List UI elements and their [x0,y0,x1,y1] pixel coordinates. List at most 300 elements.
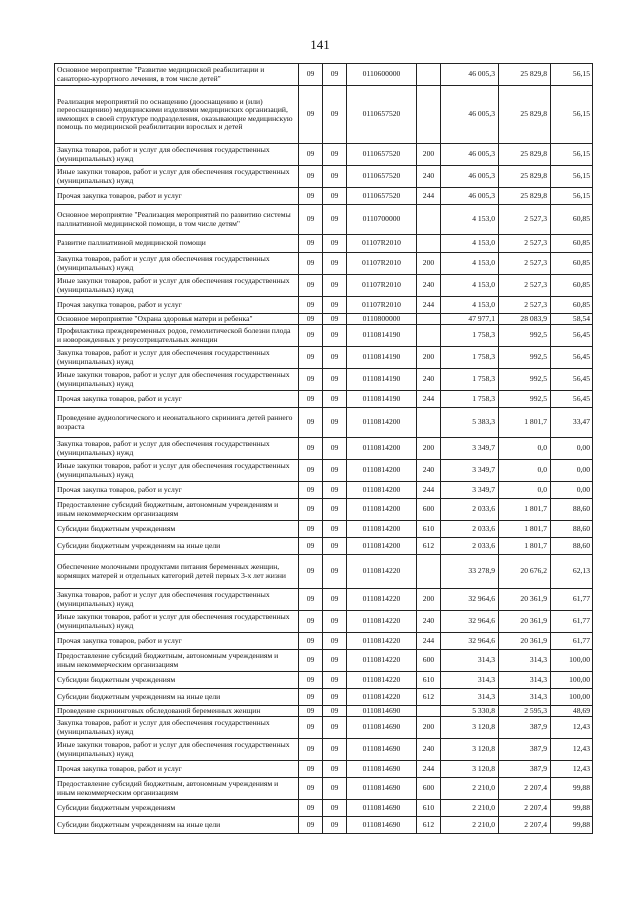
row-pr: 09 [323,555,347,589]
row-vr: 200 [417,347,441,369]
table-row [55,672,593,689]
row-percent: 56,15 [551,144,593,166]
row-vr [417,555,441,589]
row-percent: 99,88 [551,817,593,834]
row-pr: 09 [323,589,347,611]
row-percent: 88,60 [551,521,593,538]
row-percent: 56,45 [551,325,593,347]
row-plan: 3 120,8 [441,717,499,739]
row-vr: 612 [417,817,441,834]
row-plan: 2 033,6 [441,538,499,555]
table-row [55,739,593,761]
row-percent: 12,43 [551,717,593,739]
row-rz: 09 [299,633,323,650]
row-plan: 2 033,6 [441,499,499,521]
row-name: Субсидии бюджетным учреждениям на иные цели [55,689,299,706]
row-percent: 100,00 [551,672,593,689]
row-plan: 314,3 [441,689,499,706]
row-name: Обеспечение молочными продуктами питания беременных женщин, кормящих матерей и отдельных категорий детей первых 3-х лет жизни [55,555,299,589]
row-plan: 46 005,3 [441,166,499,188]
row-name: Закупка товаров, работ и услуг для обеспечения государственных (муниципальных) нужд [55,253,299,275]
row-percent: 99,88 [551,800,593,817]
row-rz: 09 [299,778,323,800]
row-plan: 3 349,7 [441,438,499,460]
row-csr: 0110814200 [347,499,417,521]
row-pr: 09 [323,391,347,408]
row-pr: 09 [323,499,347,521]
table-row [55,438,593,460]
row-rz: 09 [299,717,323,739]
row-percent: 88,60 [551,499,593,521]
row-csr: 0110814690 [347,717,417,739]
row-percent: 12,43 [551,739,593,761]
row-pr: 09 [323,235,347,253]
row-percent: 61,77 [551,589,593,611]
row-percent: 61,77 [551,611,593,633]
row-csr: 0110814200 [347,482,417,499]
row-rz: 09 [299,369,323,391]
row-plan: 4 153,0 [441,235,499,253]
row-csr: 0110814690 [347,761,417,778]
row-plan: 314,3 [441,672,499,689]
row-pr: 09 [323,672,347,689]
row-rz: 09 [299,800,323,817]
table-row [55,408,593,438]
table-body [55,64,593,834]
row-pr: 09 [323,633,347,650]
row-name: Прочая закупка товаров, работ и услуг [55,297,299,314]
row-name: Предоставление субсидий бюджетным, автономным учреждениям и иным некоммерческим организациям [55,778,299,800]
row-percent: 56,45 [551,369,593,391]
row-percent: 99,88 [551,778,593,800]
row-name: Проведение скрининговых обследований беременных женщин [55,706,299,717]
row-vr [417,706,441,717]
row-plan: 4 153,0 [441,297,499,314]
row-name: Иные закупки товаров, работ и услуг для обеспечения государственных (муниципальных) нужд [55,166,299,188]
table-row [55,235,593,253]
row-name: Профилактика преждевременных родов, гемолитической болезни плода и новорожденных у резусотрицательных женщин [55,325,299,347]
row-rz: 09 [299,460,323,482]
row-vr [417,314,441,325]
row-vr: 610 [417,800,441,817]
row-percent: 60,85 [551,297,593,314]
row-percent: 60,85 [551,253,593,275]
row-vr: 600 [417,499,441,521]
row-exec: 25 829,8 [499,64,551,86]
row-csr: 0110657520 [347,144,417,166]
row-csr: 0110814200 [347,521,417,538]
row-csr: 0110814220 [347,650,417,672]
row-vr [417,325,441,347]
table-row [55,538,593,555]
row-vr: 600 [417,650,441,672]
row-exec: 25 829,8 [499,144,551,166]
row-vr: 244 [417,633,441,650]
row-plan: 5 383,3 [441,408,499,438]
row-exec: 28 083,9 [499,314,551,325]
row-plan: 1 758,3 [441,369,499,391]
row-plan: 47 977,1 [441,314,499,325]
row-name: Иные закупки товаров, работ и услуг для обеспечения государственных (муниципальных) нужд [55,611,299,633]
row-name: Основное мероприятие "Реализация мероприятий по развитию системы паллиативной медицинской помощи, в том числе детям" [55,205,299,235]
row-exec: 2 527,3 [499,297,551,314]
row-pr: 09 [323,438,347,460]
row-csr: 0110814220 [347,589,417,611]
row-percent: 56,15 [551,166,593,188]
table-row [55,369,593,391]
table-row [55,314,593,325]
table-row [55,706,593,717]
row-exec: 2 595,3 [499,706,551,717]
row-pr: 09 [323,650,347,672]
row-pr: 09 [323,275,347,297]
row-name: Прочая закупка товаров, работ и услуг [55,188,299,205]
row-plan: 3 120,8 [441,739,499,761]
row-vr: 240 [417,275,441,297]
row-plan: 4 153,0 [441,253,499,275]
row-percent: 100,00 [551,650,593,672]
row-plan: 5 330,8 [441,706,499,717]
row-rz: 09 [299,408,323,438]
row-vr: 600 [417,778,441,800]
row-rz: 09 [299,538,323,555]
table-row [55,347,593,369]
row-rz: 09 [299,325,323,347]
row-rz: 09 [299,521,323,538]
row-csr: 0110814690 [347,817,417,834]
row-exec: 992,5 [499,325,551,347]
row-percent: 88,60 [551,538,593,555]
row-percent: 56,45 [551,347,593,369]
row-vr: 200 [417,253,441,275]
row-vr: 244 [417,188,441,205]
row-vr: 610 [417,521,441,538]
row-exec: 2 207,4 [499,778,551,800]
table-row [55,499,593,521]
row-plan: 2 210,0 [441,800,499,817]
row-pr: 09 [323,205,347,235]
row-csr: 0110814200 [347,408,417,438]
row-pr: 09 [323,86,347,144]
row-percent: 56,45 [551,391,593,408]
row-csr: 0110814220 [347,633,417,650]
row-exec: 20 676,2 [499,555,551,589]
row-vr: 244 [417,482,441,499]
row-rz: 09 [299,188,323,205]
row-name: Субсидии бюджетным учреждениям на иные цели [55,538,299,555]
row-plan: 46 005,3 [441,86,499,144]
row-vr: 200 [417,438,441,460]
row-exec: 0,0 [499,482,551,499]
row-name: Предоставление субсидий бюджетным, автономным учреждениям и иным некоммерческим организациям [55,650,299,672]
row-exec: 25 829,8 [499,86,551,144]
row-plan: 3 349,7 [441,460,499,482]
row-name: Закупка товаров, работ и услуг для обеспечения государственных (муниципальных) нужд [55,438,299,460]
table-row [55,611,593,633]
row-pr: 09 [323,144,347,166]
row-csr: 0110657520 [347,188,417,205]
row-csr: 0110814200 [347,538,417,555]
row-rz: 09 [299,555,323,589]
row-percent: 60,85 [551,235,593,253]
row-name: Основное мероприятие "Охрана здоровья матери и ребенка" [55,314,299,325]
table-row [55,589,593,611]
row-exec: 20 361,9 [499,633,551,650]
row-rz: 09 [299,235,323,253]
table-row [55,166,593,188]
table-row [55,817,593,834]
row-percent: 58,54 [551,314,593,325]
row-exec: 992,5 [499,347,551,369]
row-percent: 60,85 [551,205,593,235]
row-exec: 992,5 [499,369,551,391]
row-rz: 09 [299,817,323,834]
row-vr: 200 [417,717,441,739]
row-vr: 610 [417,672,441,689]
row-plan: 32 964,6 [441,633,499,650]
row-pr: 09 [323,408,347,438]
table-row [55,205,593,235]
row-exec: 314,3 [499,689,551,706]
row-percent: 33,47 [551,408,593,438]
row-rz: 09 [299,650,323,672]
table-row [55,633,593,650]
row-rz: 09 [299,253,323,275]
row-exec: 20 361,9 [499,589,551,611]
row-pr: 09 [323,761,347,778]
row-plan: 4 153,0 [441,275,499,297]
row-pr: 09 [323,325,347,347]
row-vr: 240 [417,739,441,761]
row-rz: 09 [299,438,323,460]
table-row [55,253,593,275]
row-pr: 09 [323,778,347,800]
row-rz: 09 [299,482,323,499]
row-csr: 0110814190 [347,369,417,391]
row-vr: 244 [417,761,441,778]
row-pr: 09 [323,188,347,205]
table-row [55,297,593,314]
row-pr: 09 [323,166,347,188]
row-rz: 09 [299,275,323,297]
row-rz: 09 [299,589,323,611]
row-exec: 314,3 [499,650,551,672]
row-name: Прочая закупка товаров, работ и услуг [55,761,299,778]
row-pr: 09 [323,482,347,499]
row-pr: 09 [323,611,347,633]
row-pr: 09 [323,717,347,739]
row-plan: 1 758,3 [441,391,499,408]
table-row [55,482,593,499]
row-csr: 01107R2010 [347,297,417,314]
row-pr: 09 [323,297,347,314]
row-exec: 2 207,4 [499,800,551,817]
row-csr: 0110600000 [347,64,417,86]
row-name: Закупка товаров, работ и услуг для обеспечения государственных (муниципальных) нужд [55,347,299,369]
row-name: Иные закупки товаров, работ и услуг для обеспечения государственных (муниципальных) нужд [55,739,299,761]
table-row [55,650,593,672]
row-vr: 200 [417,144,441,166]
row-vr [417,235,441,253]
table-row [55,144,593,166]
row-name: Иные закупки товаров, работ и услуг для обеспечения государственных (муниципальных) нужд [55,275,299,297]
row-plan: 2 210,0 [441,778,499,800]
row-plan: 1 758,3 [441,347,499,369]
row-name: Субсидии бюджетным учреждениям [55,800,299,817]
row-csr: 0110657520 [347,86,417,144]
row-name: Проведение аудиологического и неонатального скрининга детей раннего возраста [55,408,299,438]
row-exec: 2 527,3 [499,205,551,235]
row-rz: 09 [299,86,323,144]
table-row [55,778,593,800]
row-name: Субсидии бюджетным учреждениям [55,521,299,538]
row-percent: 56,15 [551,64,593,86]
row-exec: 1 801,7 [499,521,551,538]
row-rz: 09 [299,144,323,166]
row-exec: 387,9 [499,761,551,778]
row-vr: 200 [417,589,441,611]
row-csr: 01107R2010 [347,235,417,253]
row-rz: 09 [299,672,323,689]
row-name: Иные закупки товаров, работ и услуг для обеспечения государственных (муниципальных) нужд [55,369,299,391]
row-pr: 09 [323,817,347,834]
row-plan: 32 964,6 [441,589,499,611]
table-row [55,325,593,347]
row-plan: 3 120,8 [441,761,499,778]
row-csr: 0110814220 [347,555,417,589]
row-csr: 0110814190 [347,391,417,408]
row-name: Иные закупки товаров, работ и услуг для обеспечения государственных (муниципальных) нужд [55,460,299,482]
row-name: Закупка товаров, работ и услуг для обеспечения государственных (муниципальных) нужд [55,717,299,739]
row-csr: 0110814190 [347,325,417,347]
row-name: Основное мероприятие "Развитие медицинской реабилитации и санаторно-курортного лечения, в том числе детей" [55,64,299,86]
row-rz: 09 [299,499,323,521]
row-rz: 09 [299,205,323,235]
row-pr: 09 [323,689,347,706]
row-plan: 46 005,3 [441,64,499,86]
row-pr: 09 [323,538,347,555]
row-csr: 01107R2010 [347,275,417,297]
row-pr: 09 [323,521,347,538]
row-csr: 0110814690 [347,706,417,717]
row-name: Субсидии бюджетным учреждениям [55,672,299,689]
row-percent: 0,00 [551,438,593,460]
row-csr: 0110657520 [347,166,417,188]
row-vr: 612 [417,689,441,706]
table-row [55,717,593,739]
row-plan: 2 210,0 [441,817,499,834]
row-plan: 33 278,9 [441,555,499,589]
row-vr [417,64,441,86]
row-name: Прочая закупка товаров, работ и услуг [55,633,299,650]
row-vr: 240 [417,369,441,391]
row-rz: 09 [299,297,323,314]
table-row [55,86,593,144]
row-exec: 2 527,3 [499,253,551,275]
row-pr: 09 [323,369,347,391]
page-number: 141 [310,37,330,52]
row-rz: 09 [299,761,323,778]
row-exec: 314,3 [499,672,551,689]
row-vr [417,205,441,235]
row-vr: 240 [417,460,441,482]
table-row [55,460,593,482]
row-vr: 244 [417,391,441,408]
row-csr: 0110814200 [347,460,417,482]
row-percent: 48,69 [551,706,593,717]
row-rz: 09 [299,64,323,86]
row-plan: 46 005,3 [441,144,499,166]
row-exec: 1 801,7 [499,499,551,521]
row-plan: 1 758,3 [441,325,499,347]
row-exec: 20 361,9 [499,611,551,633]
row-csr: 0110800000 [347,314,417,325]
row-csr: 0110814690 [347,778,417,800]
row-csr: 0110814690 [347,739,417,761]
row-name: Реализация мероприятий по оснащению (дооснащению и (или) переоснащению) медицинскими изделиями медицинских организаций, имеющих в своей структуре подразделения, оказывающие медицинскую помощь по медицинской реабилитации взрослых и детей [55,86,299,144]
row-name: Субсидии бюджетным учреждениям на иные цели [55,817,299,834]
row-vr: 612 [417,538,441,555]
row-exec: 992,5 [499,391,551,408]
table-row [55,391,593,408]
row-exec: 25 829,8 [499,188,551,205]
budget-table [54,63,593,834]
row-name: Развитие паллиативной медицинской помощи [55,235,299,253]
row-exec: 2 527,3 [499,235,551,253]
row-plan: 32 964,6 [441,611,499,633]
row-percent: 56,15 [551,188,593,205]
row-rz: 09 [299,689,323,706]
table-row [55,188,593,205]
row-csr: 0110814220 [347,689,417,706]
row-rz: 09 [299,166,323,188]
row-plan: 314,3 [441,650,499,672]
table-row [55,800,593,817]
row-percent: 60,85 [551,275,593,297]
row-pr: 09 [323,253,347,275]
row-plan: 3 349,7 [441,482,499,499]
row-rz: 09 [299,314,323,325]
row-pr: 09 [323,800,347,817]
row-rz: 09 [299,611,323,633]
row-plan: 4 153,0 [441,205,499,235]
table-row [55,555,593,589]
row-csr: 0110700000 [347,205,417,235]
row-exec: 1 801,7 [499,408,551,438]
row-percent: 12,43 [551,761,593,778]
row-csr: 0110814220 [347,672,417,689]
row-percent: 61,77 [551,633,593,650]
table-row [55,689,593,706]
row-exec: 25 829,8 [499,166,551,188]
row-name: Предоставление субсидий бюджетным, автономным учреждениям и иным некоммерческим организациям [55,499,299,521]
row-percent: 0,00 [551,482,593,499]
table-row [55,275,593,297]
row-rz: 09 [299,391,323,408]
row-vr [417,408,441,438]
row-vr [417,86,441,144]
row-csr: 0110814220 [347,611,417,633]
row-pr: 09 [323,739,347,761]
row-exec: 2 207,4 [499,817,551,834]
row-csr: 0110814200 [347,438,417,460]
row-name: Прочая закупка товаров, работ и услуг [55,391,299,408]
row-pr: 09 [323,64,347,86]
row-csr: 01107R2010 [347,253,417,275]
row-exec: 1 801,7 [499,538,551,555]
row-exec: 0,0 [499,460,551,482]
row-name: Закупка товаров, работ и услуг для обеспечения государственных (муниципальных) нужд [55,144,299,166]
